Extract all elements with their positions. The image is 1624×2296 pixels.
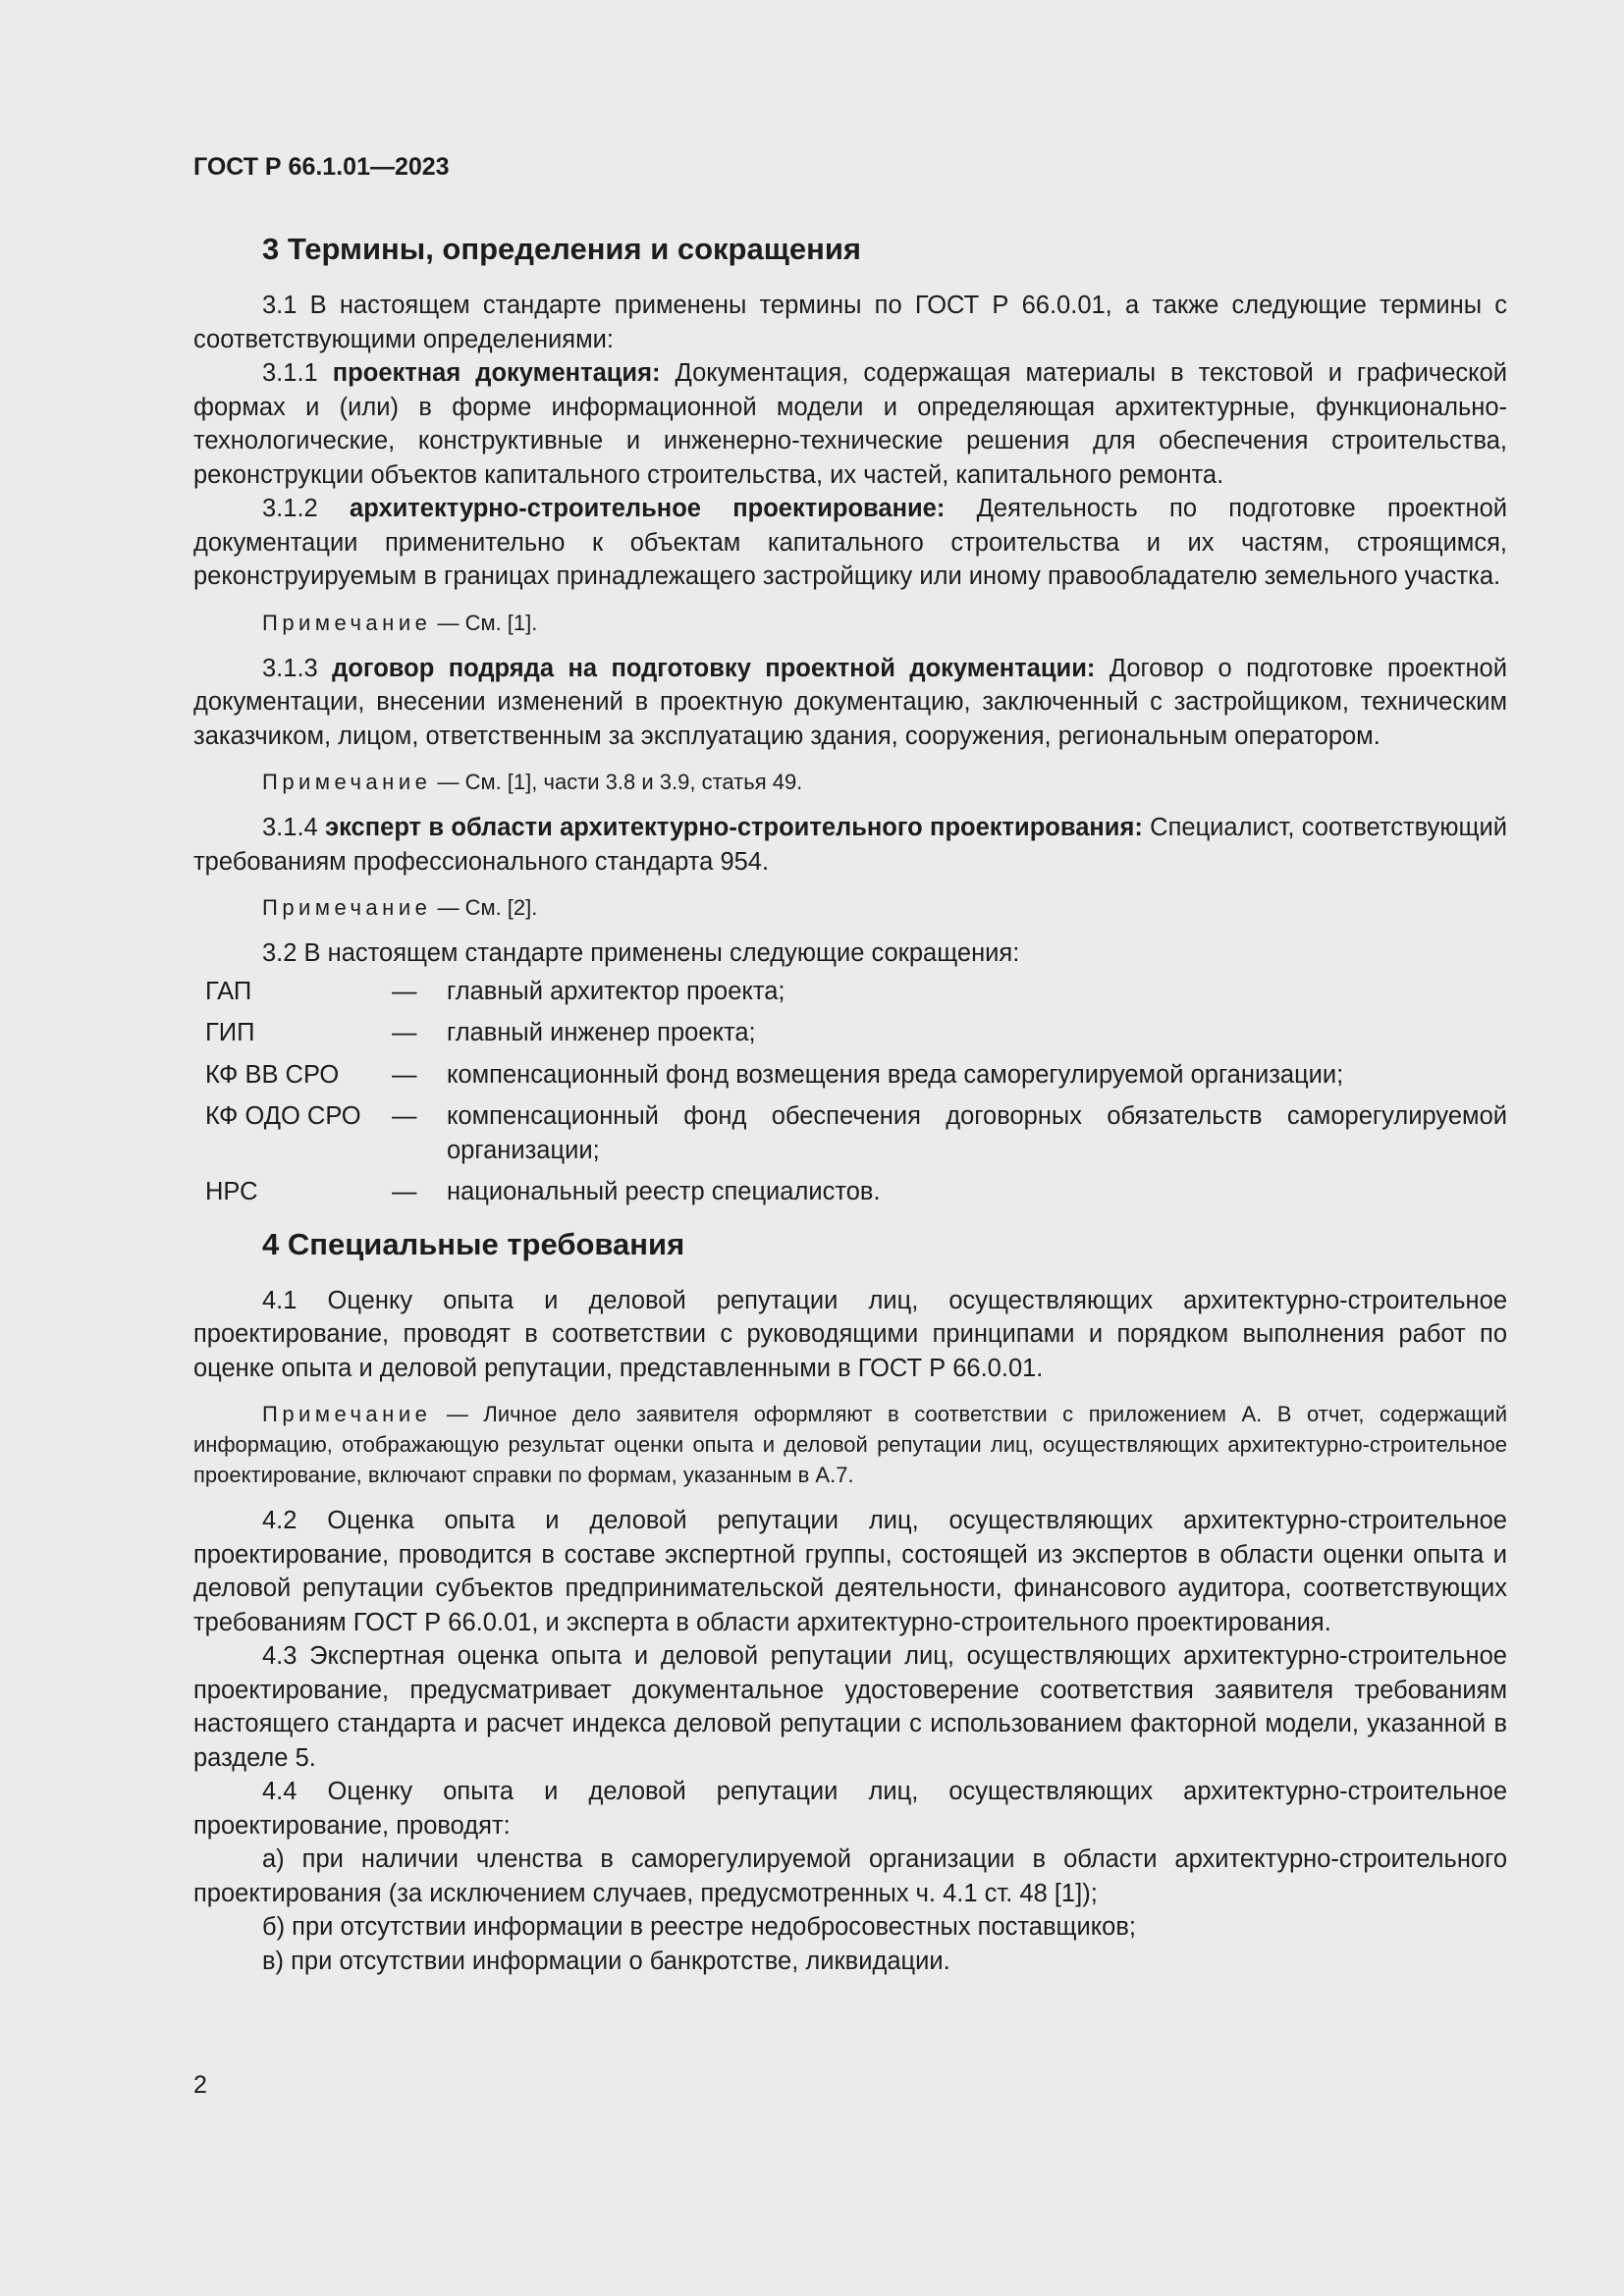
abbreviation-dash: — [392,1102,417,1130]
term-definition: Специалист, соответствующий требованиям профессионального стандарта 954. [193,814,1508,876]
abbreviation-key: КФ ВВ СРО [205,1060,340,1089]
term-name: проектная документация: [332,359,661,387]
term-3-1-4 [193,811,1507,879]
abbreviation-value: компенсационный фонд возмещения вреда саморегулируемой организации; [447,1060,1344,1089]
term-name: архитектурно-строительное проектирование: [350,495,946,522]
list-item-c: в) при отсутствии информации о банкротстве, ликвидации. [262,1947,950,1975]
paragraph-3-2: 3.2 В настоящем стандарте применены следующие сокращения: [262,939,1020,967]
abbreviation-value: национальный реестр специалистов. [447,1178,881,1205]
term-number: 3.1.1 [262,359,333,387]
term-3-1-1 [193,356,1507,492]
paragraph-4-2: 4.2 Оценка опыта и деловой репутации лиц, осуществляющих архитектурно-строительное проектирование, проводится в составе экспертной группы, состоящей из экспертов в области оценки опыта и деловой репутации субъектов предпринимательской деятельности, финансового аудитора, соответствующих требованиям ГОСТ Р 66.0.01, и эксперта в области архитектурно-строительного проектирования. [193,1507,1507,1636]
note-3-1-4 [193,892,1507,923]
term-definition: Деятельность по подготовке проектной документации применительно к объектам капитального строительства и их частям, строящимся, реконструируемым в границах принадлежащего застройщику или иному правообладателю земельного участка. [193,495,1507,590]
abbreviation-value: главный архитектор проекта; [447,977,785,1005]
note-label: Примечание [262,895,432,920]
term-definition: Договор о подготовке проектной документации, внесении изменений в проектную документацию, заключенный с застройщиком, техническим заказчиком, лицом, ответственным за эксплуатацию здания, сооружения, региональным оператором. [193,654,1507,750]
section-4-title: 4 Специальные требования [262,1226,685,1261]
abbreviation-dash: — [392,977,417,1005]
document-code-header: ГОСТ Р 66.1.01—2023 [193,153,450,181]
paragraph-3-1: 3.1 В настоящем стандарте применены термины по ГОСТ Р 66.0.01, а также следующие термины с соответствующими определениями: [193,292,1507,353]
abbreviation-key: ГАП [205,977,252,1005]
note-text: — См. [2]. [431,895,538,920]
note-3-1-3 [193,767,1507,797]
abbreviation-dash: — [392,1178,417,1205]
term-number: 3.1.3 [262,654,333,682]
list-item-b: б) при отсутствии информации в реестре недобросовестных поставщиков; [262,1913,1136,1941]
section-3-title: 3 Термины, определения и сокращения [262,232,861,266]
note-3-1-2 [193,608,1507,638]
abbreviation-row [193,1099,1507,1167]
note-label: Примечание [262,610,432,635]
abbreviation-value: компенсационный фонд обеспечения договорных обязательств саморегулируемой организации; [447,1102,1507,1164]
list-item-a: а) при наличии членства в саморегулируемой организации в области архитектурно-строительного проектирования (за исключением случаев, предусмотренных ч. 4.1 ст. 48 [1]); [193,1845,1507,1907]
abbreviation-row [193,1016,1507,1050]
abbreviation-key: КФ ОДО СРО [205,1102,361,1130]
term-3-1-2 [193,492,1507,594]
paragraph-4-3: 4.3 Экспертная оценка опыта и деловой репутации лиц, осуществляющих архитектурно-строительное проектирование, предусматривает документальное удостоверение соответствия заявителя требованиям настоящего стандарта и расчет индекса деловой репутации с использованием факторной модели, указанной в разделе 5. [193,1642,1507,1772]
document-page [193,147,1507,1978]
term-3-1-3 [193,652,1507,754]
term-name: эксперт в области архитектурно-строительного проектирования: [325,814,1143,841]
note-label: Примечание [262,770,432,794]
note-label: Примечание [262,1402,432,1426]
note-text: — См. [1], части 3.8 и 3.9, статья 49. [431,770,803,794]
note-text: — См. [1]. [431,610,538,635]
page-number: 2 [193,2071,207,2099]
abbreviation-row [193,1175,1507,1209]
paragraph-4-4: 4.4 Оценку опыта и деловой репутации лиц, осуществляющих архитектурно-строительное проектирование, проводят: [193,1778,1507,1840]
term-number: 3.1.4 [262,814,326,841]
term-name: договор подряда на подготовку проектной документации: [332,654,1096,682]
abbreviation-value: главный инженер проекта; [447,1019,756,1046]
abbreviation-key: НРС [205,1178,258,1205]
abbreviation-key: ГИП [205,1019,255,1046]
abbreviation-dash: — [392,1060,417,1089]
term-number: 3.1.2 [262,495,351,522]
term-definition: Документация, содержащая материалы в текстовой и графической формах и (или) в форме информационной модели и определяющая архитектурные, функционально-технологические, конструктивные и инженерно-технические решения для обеспечения строительства, реконструкции объектов капитального строительства, их частей, капитального ремонта. [193,359,1507,489]
abbreviation-row [193,975,1507,1009]
note-text: — Личное дело заявителя оформляют в соответствии с приложением А. В отчет, содержащий информацию, отображающую результат оценки опыта и деловой репутации лиц, осуществляющих архитектурно-строительное проектирование, включают справки по формам, указанным в А.7. [193,1402,1507,1487]
abbreviation-dash: — [392,1019,417,1046]
abbreviation-list [193,975,1507,1209]
note-4-1 [193,1399,1507,1490]
paragraph-4-1: 4.1 Оценку опыта и деловой репутации лиц, осуществляющих архитектурно-строительное проектирование, проводят в соответствии с руководящими принципами и порядком выполнения работ по оценке опыта и деловой репутации, представленными в ГОСТ Р 66.0.01. [193,1286,1507,1382]
abbreviation-row [193,1058,1507,1093]
